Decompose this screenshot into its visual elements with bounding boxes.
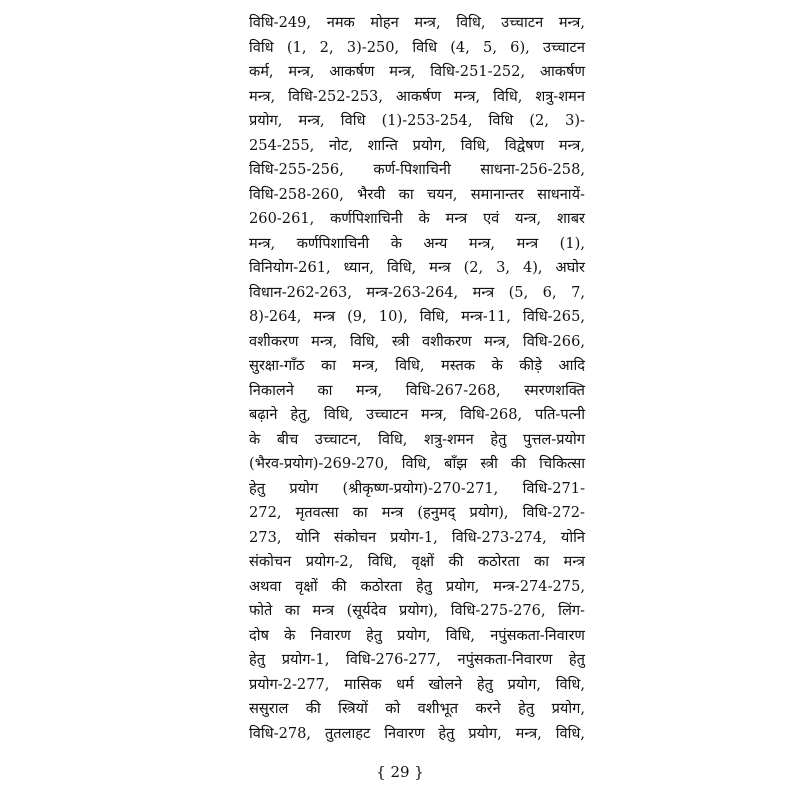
text-line: ससुराल की स्त्रियों को वशीभूत करने हेतु प्रयोग, [249,700,585,717]
text-line: कर्म, मन्त्र, आकर्षण मन्त्र, विधि-251-252, आकर्षण [249,63,585,80]
text-line: विधि-258-260, भैरवी का चयन, समानान्तर साधनायें- [249,185,585,203]
text-line: हेतु प्रयोग (श्रीकृष्ण-प्रयोग)-270-271, विधि-271- [249,479,585,497]
text-line: अथवा वृक्षों की कठोरता हेतु प्रयोग, मन्त्र-274-275, [249,577,585,595]
text-line: के बीच उच्चाटन, विधि, शत्रु-शमन हेतु पुत्तल-प्रयोग [249,430,585,448]
text-line: विधि-278, तुतलाहट निवारण हेतु प्रयोग, मन्त्र, विधि, [249,724,585,742]
page-number: { 29 } [376,763,424,781]
index-text-block [249,11,585,746]
text-line: विधान-262-263, मन्त्र-263-264, मन्त्र (5, 6, 7, [249,283,585,301]
text-line: वशीकरण मन्त्र, विधि, स्त्री वशीकरण मन्त्र, विधि-266, [249,332,585,350]
text-line: मन्त्र, कर्णपिशाचिनी के अन्य मन्त्र, मन्त्र (1), [249,234,585,252]
text-line: संकोचन प्रयोग-2, विधि, वृक्षों की कठोरता का मन्त्र [249,553,585,570]
text-line: 273, योनि संकोचन प्रयोग-1, विधि-273-274, योनि [249,528,585,546]
text-line: प्रयोग-2-277, मासिक धर्म खोलने हेतु प्रयोग, विधि, [249,675,585,693]
text-line: विधि-249, नमक मोहन मन्त्र, विधि, उच्चाटन मन्त्र, [249,14,585,31]
text-line: विधि-255-256, कर्ण-पिशाचिनी साधना-256-258, [249,161,585,178]
text-line: निकालने का मन्त्र, विधि-267-268, स्मरणशक्ति [249,381,585,399]
text-line: सुरक्षा-गाँठ का मन्त्र, विधि, मस्तक के कीड़े आदि [249,357,585,374]
text-line: 272, मृतवत्सा का मन्त्र (हनुमद् प्रयोग), विधि-272- [249,504,585,521]
text-line: हेतु प्रयोग-1, विधि-276-277, नपुंसकता-निवारण हेतु [249,651,585,668]
text-line: 254-255, नोट, शान्ति प्रयोग, विधि, विद्वेषण मन्त्र, [249,136,585,154]
text-line: फोते का मन्त्र (सूर्यदेव प्रयोग), विधि-275-276, लिंग- [249,602,585,619]
text-line: विनियोग-261, ध्यान, विधि, मन्त्र (2, 3, 4), अघोर [249,259,585,276]
text-line: प्रयोग, मन्त्र, विधि (1)-253-254, विधि (2, 3)- [249,112,585,129]
text-line: विधि (1, 2, 3)-250, विधि (4, 5, 6), उच्चाटन [249,38,585,56]
text-line: (भैरव-प्रयोग)-269-270, विधि, बाँझ स्त्री की चिकित्सा [249,455,585,472]
text-line: दोष के निवारण हेतु प्रयोग, विधि, नपुंसकता-निवारण [249,626,585,644]
text-line: 8)-264, मन्त्र (9, 10), विधि, मन्त्र-11, विधि-265, [249,308,585,325]
text-line: बढ़ाने हेतु, विधि, उच्चाटन मन्त्र, विधि-268, पति-पत्नी [249,406,585,423]
text-line: 260-261, कर्णपिशाचिनी के मन्त्र एवं यन्त्र, शाबर [249,210,585,227]
text-line: मन्त्र, विधि-252-253, आकर्षण मन्त्र, विधि, शत्रु-शमन [249,87,585,105]
